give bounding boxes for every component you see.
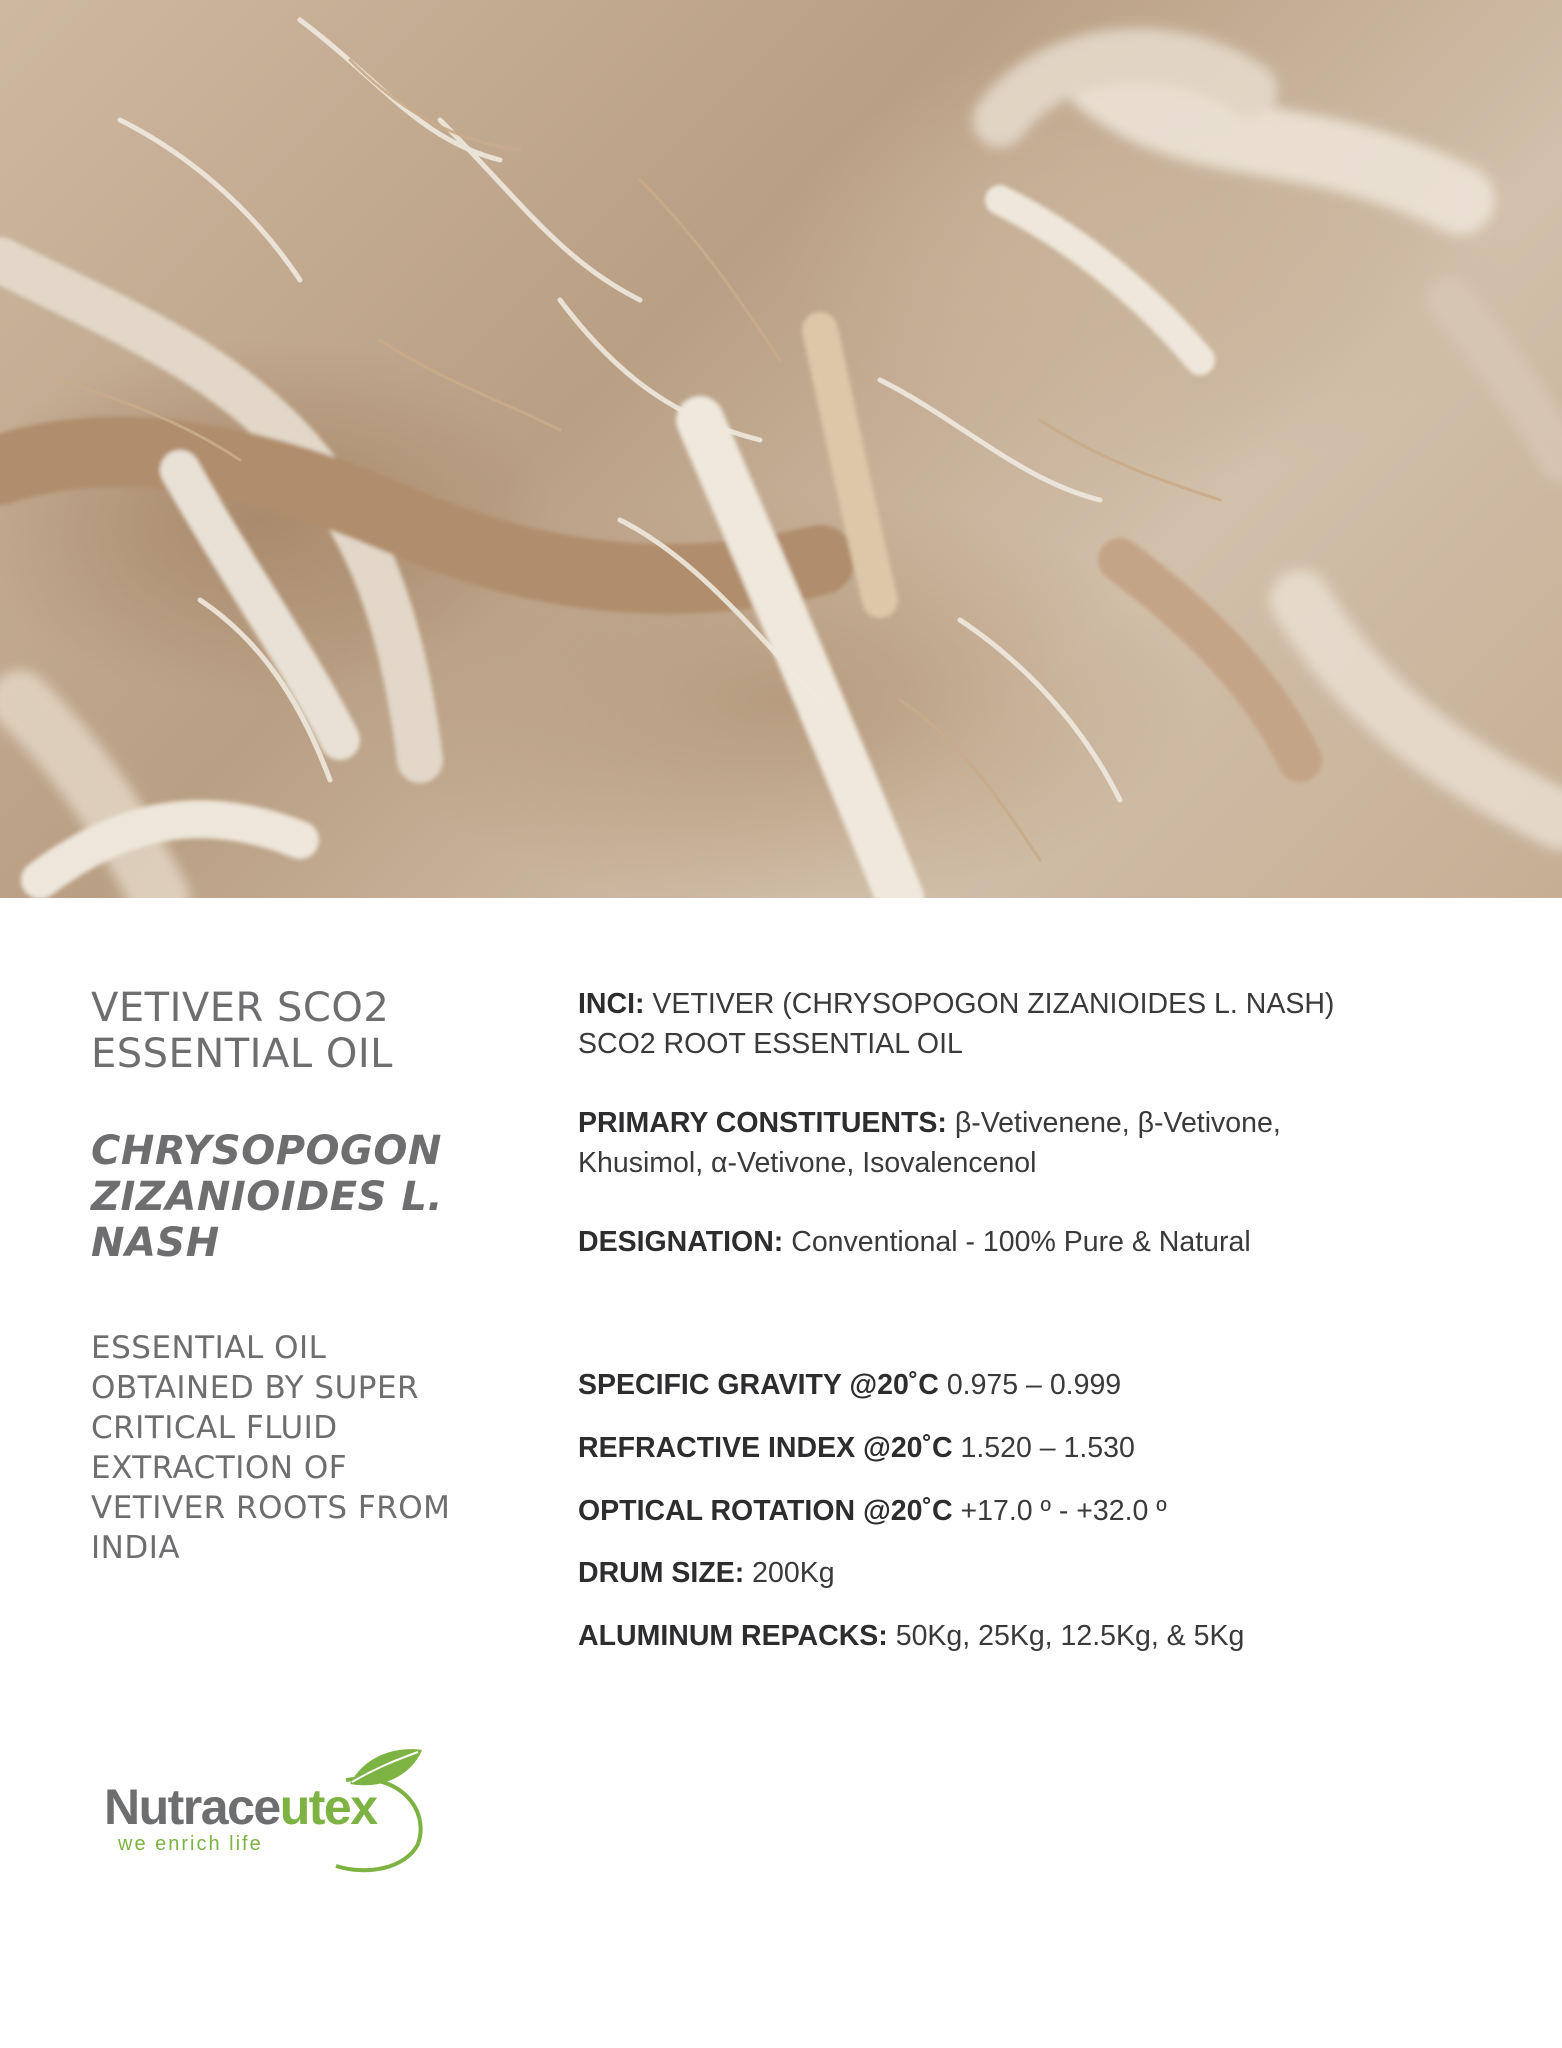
spec-optical-rotation-label: OPTICAL ROTATION @20˚C	[578, 1495, 953, 1527]
spec-designation	[578, 1222, 1518, 1262]
logo-brand-part-1: Nutrace	[104, 1779, 280, 1835]
spec-primary-constituents	[578, 1103, 1518, 1183]
spec-inci-value-line-2: SCO2 ROOT ESSENTIAL OIL	[578, 1028, 963, 1060]
spec-specific-gravity-label: SPECIFIC GRAVITY @20˚C	[578, 1369, 939, 1401]
spec-specific-gravity-value: 0.975 – 0.999	[946, 1369, 1122, 1401]
description-line: VETIVER ROOTS FROM	[91, 1490, 451, 1526]
spec-refractive-index-label: REFRACTIVE INDEX @20˚C	[578, 1432, 953, 1464]
spec-drum-size-label: DRUM SIZE:	[578, 1557, 745, 1589]
spec-aluminum-repacks	[578, 1616, 1518, 1656]
spec-drum-size-value: 200Kg	[752, 1557, 835, 1589]
product-title	[91, 985, 531, 1077]
spec-inci-value-line-1: VETIVER (CHRYSOPOGON ZIZANIOIDES L. NASH)	[652, 988, 1335, 1020]
product-description	[91, 1328, 531, 1568]
botanical-name-line-1: CHRYSOPOGON	[91, 1128, 442, 1174]
description-line: INDIA	[91, 1530, 181, 1566]
description-line: CRITICAL FLUID	[91, 1410, 338, 1446]
description-line: ESSENTIAL OIL	[91, 1330, 327, 1366]
spec-constituents-value-line-2: Khusimol, α-Vetivone, Isovalencenol	[578, 1147, 1037, 1179]
description-line: EXTRACTION OF	[91, 1450, 348, 1486]
spec-optical-rotation-value: +17.0 º - +32.0 º	[960, 1495, 1167, 1527]
spec-inci-label: INCI:	[578, 988, 645, 1020]
nutraceutex-logo	[100, 1740, 440, 1875]
logo-brand-part-2: utex	[279, 1779, 377, 1835]
spec-constituents-label: PRIMARY CONSTITUENTS:	[578, 1107, 947, 1139]
botanical-name-line-3: NASH	[91, 1220, 220, 1266]
botanical-name-line-2: ZIZANIOIDES L.	[91, 1174, 444, 1220]
product-title-line-2: ESSENTIAL OIL	[91, 1031, 393, 1077]
hero-photo-vetiver-roots	[0, 0, 1562, 898]
spec-specific-gravity	[578, 1365, 1518, 1405]
spec-drum-size	[578, 1553, 1518, 1593]
leaf-swoosh-icon	[100, 1740, 440, 1875]
spec-designation-label: DESIGNATION:	[578, 1226, 784, 1258]
spec-constituents-value-line-1: β-Vetivenene, β-Vetivone,	[954, 1107, 1281, 1139]
spec-repacks-label: ALUMINUM REPACKS:	[578, 1620, 888, 1652]
roots-illustration	[0, 0, 1562, 898]
spec-repacks-value: 50Kg, 25Kg, 12.5Kg, & 5Kg	[895, 1620, 1245, 1652]
spec-designation-value: Conventional - 100% Pure & Natural	[791, 1226, 1251, 1258]
spec-refractive-index	[578, 1428, 1518, 1468]
svg-text:Nutraceutex	[104, 1779, 378, 1835]
spec-inci	[578, 984, 1518, 1064]
logo-tagline: we enrich life	[118, 1833, 263, 1855]
spec-refractive-index-value: 1.520 – 1.530	[960, 1432, 1135, 1464]
description-line: OBTAINED BY SUPER	[91, 1370, 420, 1406]
product-title-line-1: VETIVER SCO2	[91, 985, 390, 1031]
botanical-name	[91, 1128, 531, 1266]
spec-optical-rotation	[578, 1491, 1518, 1531]
